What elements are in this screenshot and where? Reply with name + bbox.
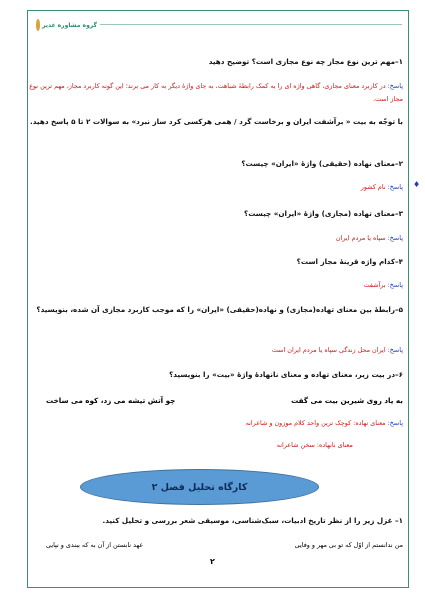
instructions: با توجّه به بیت « برآشفت ایران و برخاست گرد / همی هرکسی کرد ساز نبرد» به سوالات ۲ تا ۵ پاسخ دهید.: [30, 117, 403, 126]
answer-label: پاسخ:: [385, 234, 403, 242]
question-3: ۳–معنای تهاده (مجازی) واژهٔ «ایران» چیست؟: [244, 209, 403, 218]
question-4: ۴–کدام واژه قرینهٔ مجاز است؟: [296, 257, 403, 266]
question-6: ۶–در بیت زیر، معنای تهاده و معنای نانهادهٔ واژهٔ «بیت» را بنویسید؟: [169, 370, 403, 379]
verse-second-hemistich: عهد نابستن از آن به که ببندی و نپایی: [46, 541, 144, 549]
question-5: ۵–رابطهٔ بین معنای تهاده(مجازی) و نهاده(حقیقی) «ایران» را که موجب کاربرد مجازی آن شده، بنویسید؟: [36, 305, 403, 314]
answer-text: در کاربرد معنای مجازی، گاهی واژه ای را به کمک رابطهٔ شباهت، به جای واژهٔ دیگر به کار می برند؛ این گونه کاربرد مجاز، مهم ترین نوع مجاز است.: [29, 82, 403, 103]
margin-bullet: ♦: [413, 180, 421, 189]
logo-text: گروه مشاوره غدیر: [42, 21, 98, 29]
answer-text: معنای نهاده: کوچک ترین واحد کلام موزون و شاعرانه: [245, 419, 386, 427]
verse-first-hemistich: من ندانستم از اوّل که تو بی مهر و وفایی: [294, 541, 403, 549]
section-heading-oval: [80, 469, 319, 505]
answer-1: [25, 80, 403, 106]
question-1: ۱–مهم ترین نوع مجاز چه نوع مجازی است؟ توضیح دهید: [208, 57, 403, 66]
answer-6-second: [277, 441, 353, 449]
answer-text: معنای نانهاده: سخن شاعرانه: [276, 441, 353, 449]
answer-text: سپاه یا مردم ایران: [335, 234, 386, 242]
answer-label: پاسخ:: [385, 419, 403, 427]
answer-2: [361, 183, 403, 191]
logo-emblem-icon: [36, 19, 40, 31]
answer-label: پاسخ:: [385, 82, 403, 90]
question-2: ۲–معنای نهاده (حقیقی) واژهٔ «ایران» چیست؟: [241, 159, 403, 168]
answer-5: [272, 346, 403, 354]
answer-text: برآشفت: [363, 281, 386, 289]
header-divider: [100, 24, 402, 25]
verse-second-hemistich: چو آتش تیشه می زد، کوه می ساخت: [46, 396, 176, 405]
answer-4: [364, 281, 403, 289]
publisher-logo: [36, 18, 98, 32]
answer-text: نام کشور: [360, 183, 386, 191]
question-7: ۱– غزل زیر را از نظر تاریخ ادبیات، سبک‌شناسی، موسیقی شعر بررسی و تحلیل کنید.: [102, 516, 403, 525]
answer-label: پاسخ:: [385, 346, 403, 354]
answer-3: [336, 234, 403, 242]
verse-first-hemistich: به یاد روی شیرین بیت می گفت: [291, 396, 403, 405]
page-number: ۲: [210, 557, 215, 566]
answer-label: پاسخ:: [385, 281, 403, 289]
answer-label: پاسخ:: [385, 183, 403, 191]
answer-6: [246, 419, 403, 427]
answer-text: ایران محل زندگی سپاه یا مردم ایران است: [271, 346, 386, 354]
section-title: کارگاه تحلیل فصل ۲: [151, 481, 248, 493]
